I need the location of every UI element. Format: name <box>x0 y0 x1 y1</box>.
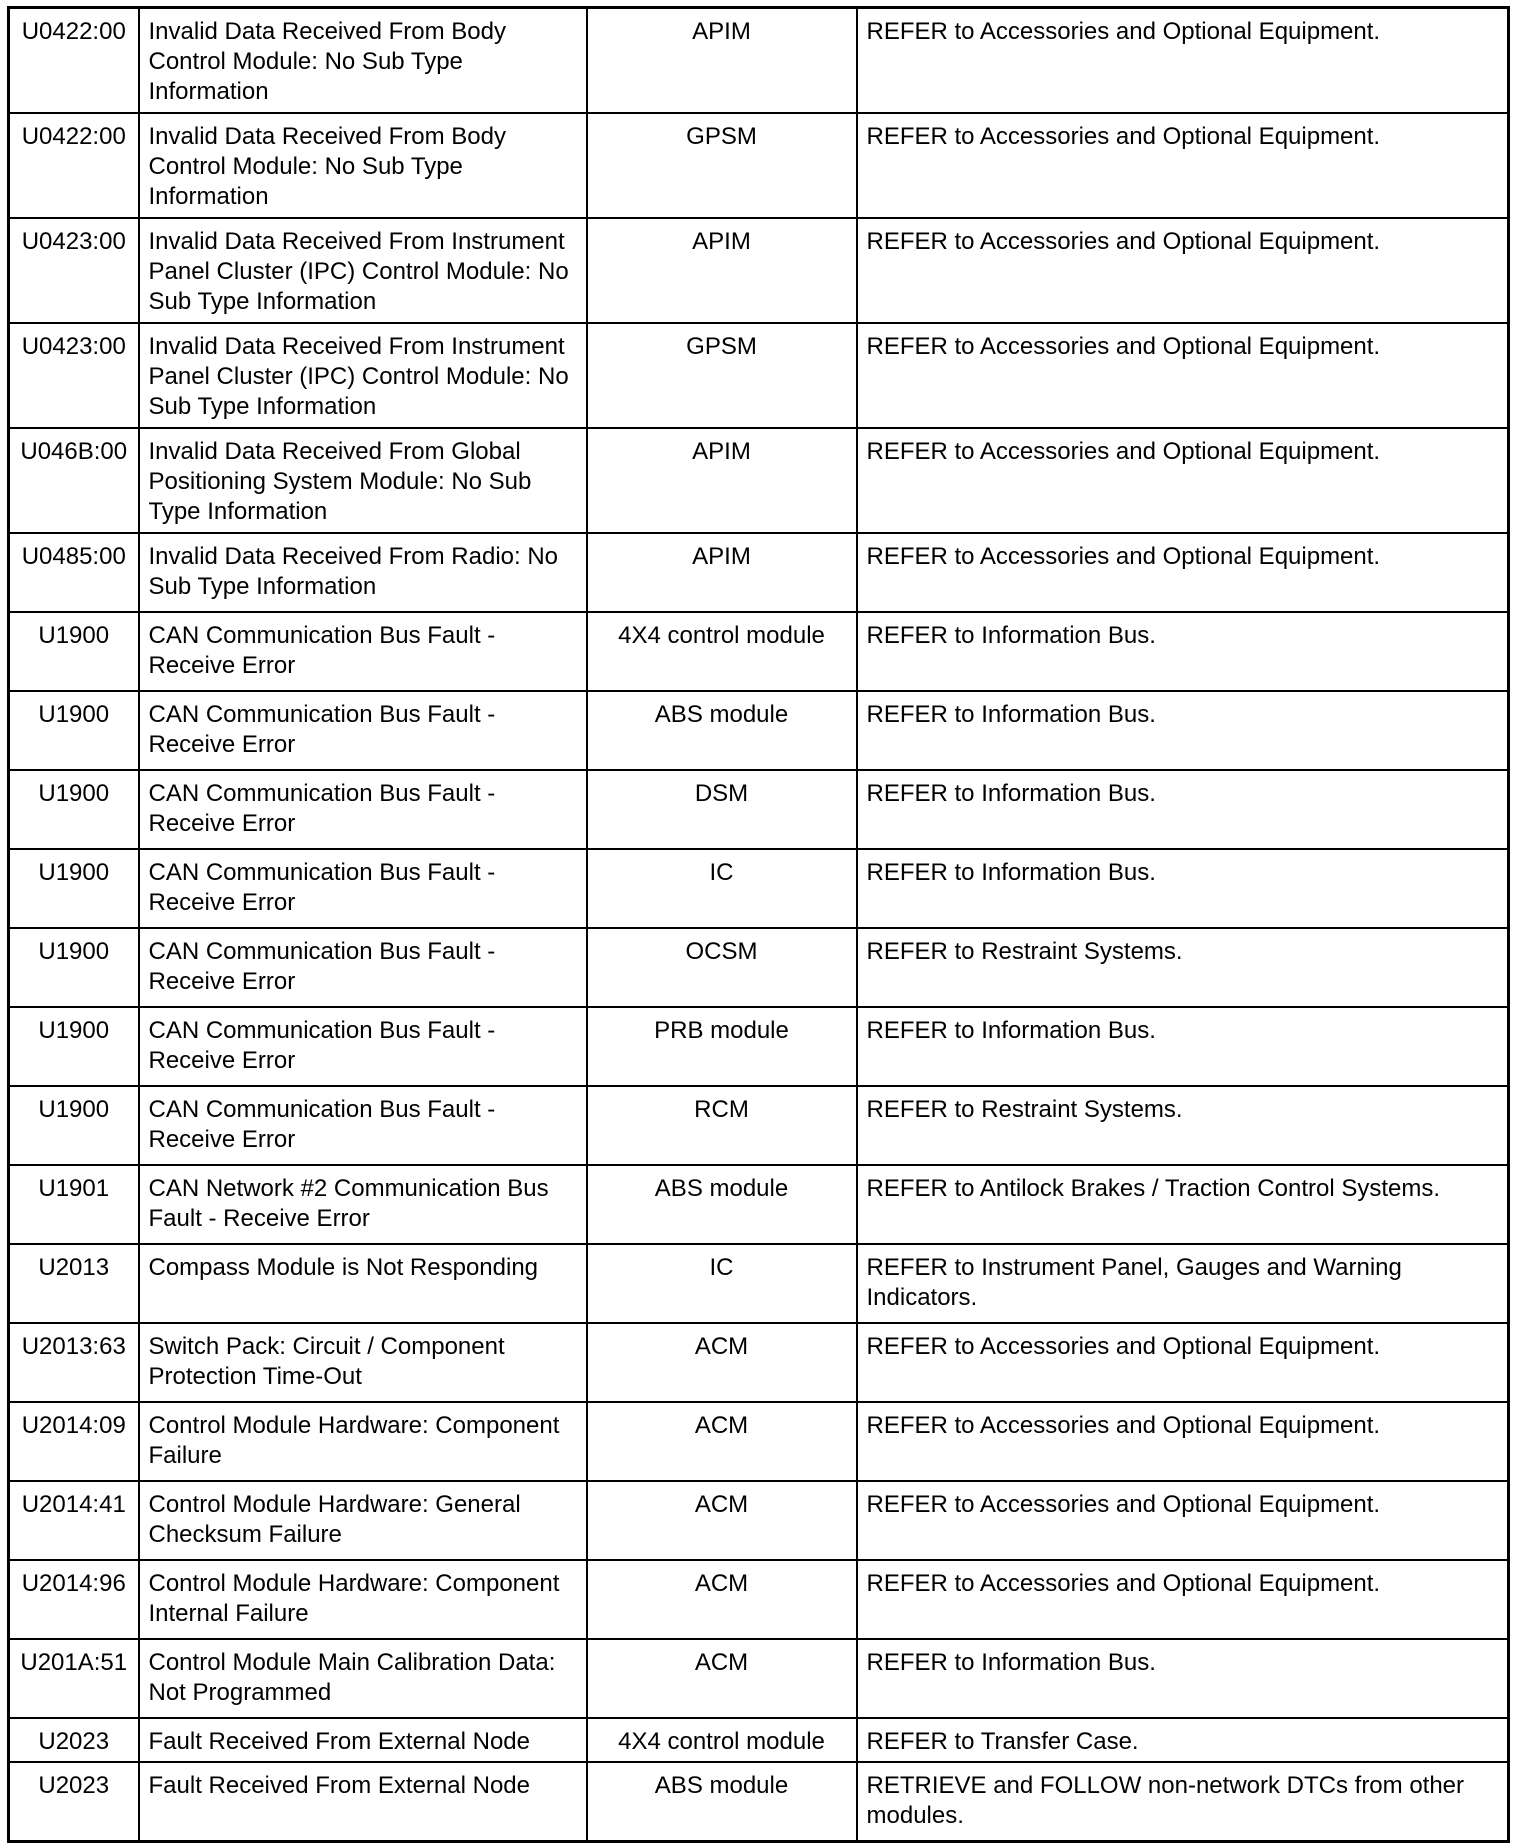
action-cell: REFER to Restraint Systems. <box>857 1086 1509 1165</box>
action-cell: REFER to Information Bus. <box>857 1639 1509 1718</box>
description-cell: Fault Received From External Node <box>139 1718 587 1762</box>
module-cell: APIM <box>587 218 857 323</box>
dtc-code-cell: U1900 <box>9 849 139 928</box>
module-cell: PRB module <box>587 1007 857 1086</box>
description-cell: Control Module Hardware: Component Failure <box>139 1402 587 1481</box>
action-cell: REFER to Instrument Panel, Gauges and Warning Indicators. <box>857 1244 1509 1323</box>
table-row <box>9 113 1509 218</box>
table-row <box>9 533 1509 612</box>
module-cell: ABS module <box>587 1762 857 1842</box>
description-cell: CAN Communication Bus Fault - Receive Error <box>139 1086 587 1165</box>
table-row <box>9 323 1509 428</box>
table-row <box>9 1402 1509 1481</box>
module-cell: ACM <box>587 1639 857 1718</box>
module-cell: ACM <box>587 1560 857 1639</box>
table-row <box>9 1086 1509 1165</box>
description-cell: Invalid Data Received From Global Positioning System Module: No Sub Type Information <box>139 428 587 533</box>
action-cell: REFER to Transfer Case. <box>857 1718 1509 1762</box>
dtc-code-cell: U1900 <box>9 1007 139 1086</box>
action-cell: REFER to Information Bus. <box>857 849 1509 928</box>
action-cell: REFER to Accessories and Optional Equipment. <box>857 1560 1509 1639</box>
dtc-code-cell: U0422:00 <box>9 8 139 114</box>
description-cell: Fault Received From External Node <box>139 1762 587 1842</box>
table-row <box>9 691 1509 770</box>
table-row <box>9 218 1509 323</box>
table-row <box>9 1244 1509 1323</box>
action-cell: REFER to Accessories and Optional Equipment. <box>857 8 1509 114</box>
description-cell: CAN Communication Bus Fault - Receive Error <box>139 849 587 928</box>
module-cell: 4X4 control module <box>587 1718 857 1762</box>
description-cell: CAN Communication Bus Fault - Receive Error <box>139 691 587 770</box>
module-cell: RCM <box>587 1086 857 1165</box>
module-cell: IC <box>587 849 857 928</box>
table-row <box>9 1481 1509 1560</box>
action-cell: REFER to Accessories and Optional Equipment. <box>857 533 1509 612</box>
action-cell: REFER to Accessories and Optional Equipment. <box>857 1323 1509 1402</box>
description-cell: CAN Communication Bus Fault - Receive Error <box>139 1007 587 1086</box>
table-row <box>9 8 1509 114</box>
table-row <box>9 1007 1509 1086</box>
dtc-code-cell: U0423:00 <box>9 218 139 323</box>
dtc-code-cell: U1900 <box>9 691 139 770</box>
description-cell: CAN Communication Bus Fault - Receive Error <box>139 770 587 849</box>
module-cell: GPSM <box>587 113 857 218</box>
table-row <box>9 1165 1509 1244</box>
description-cell: Control Module Hardware: Component Internal Failure <box>139 1560 587 1639</box>
table-row <box>9 1718 1509 1762</box>
description-cell: CAN Network #2 Communication Bus Fault - Receive Error <box>139 1165 587 1244</box>
description-cell: Control Module Hardware: General Checksum Failure <box>139 1481 587 1560</box>
description-cell: Switch Pack: Circuit / Component Protection Time-Out <box>139 1323 587 1402</box>
description-cell: Control Module Main Calibration Data: Not Programmed <box>139 1639 587 1718</box>
dtc-code-cell: U1900 <box>9 1086 139 1165</box>
dtc-code-cell: U1900 <box>9 928 139 1007</box>
table-row <box>9 928 1509 1007</box>
dtc-table <box>7 6 1510 1843</box>
dtc-code-cell: U0423:00 <box>9 323 139 428</box>
module-cell: ACM <box>587 1481 857 1560</box>
module-cell: ABS module <box>587 691 857 770</box>
module-cell: ACM <box>587 1323 857 1402</box>
table-row <box>9 1639 1509 1718</box>
description-cell: Compass Module is Not Responding <box>139 1244 587 1323</box>
description-cell: Invalid Data Received From Body Control Module: No Sub Type Information <box>139 113 587 218</box>
table-row <box>9 849 1509 928</box>
dtc-code-cell: U1900 <box>9 612 139 691</box>
action-cell: REFER to Accessories and Optional Equipment. <box>857 113 1509 218</box>
description-cell: CAN Communication Bus Fault - Receive Error <box>139 928 587 1007</box>
action-cell: REFER to Accessories and Optional Equipment. <box>857 428 1509 533</box>
action-cell: REFER to Antilock Brakes / Traction Control Systems. <box>857 1165 1509 1244</box>
dtc-table-container <box>7 6 1507 1843</box>
action-cell: REFER to Accessories and Optional Equipment. <box>857 323 1509 428</box>
action-cell: REFER to Information Bus. <box>857 612 1509 691</box>
action-cell: RETRIEVE and FOLLOW non-network DTCs from other modules. <box>857 1762 1509 1842</box>
dtc-code-cell: U1901 <box>9 1165 139 1244</box>
module-cell: IC <box>587 1244 857 1323</box>
action-cell: REFER to Accessories and Optional Equipment. <box>857 1402 1509 1481</box>
action-cell: REFER to Accessories and Optional Equipment. <box>857 218 1509 323</box>
description-cell: Invalid Data Received From Radio: No Sub Type Information <box>139 533 587 612</box>
module-cell: GPSM <box>587 323 857 428</box>
module-cell: APIM <box>587 533 857 612</box>
table-row <box>9 612 1509 691</box>
dtc-code-cell: U2023 <box>9 1762 139 1842</box>
table-row <box>9 428 1509 533</box>
description-cell: CAN Communication Bus Fault - Receive Error <box>139 612 587 691</box>
description-cell: Invalid Data Received From Instrument Panel Cluster (IPC) Control Module: No Sub Type Information <box>139 218 587 323</box>
action-cell: REFER to Accessories and Optional Equipment. <box>857 1481 1509 1560</box>
description-cell: Invalid Data Received From Instrument Panel Cluster (IPC) Control Module: No Sub Type Information <box>139 323 587 428</box>
dtc-code-cell: U0422:00 <box>9 113 139 218</box>
dtc-code-cell: U2014:96 <box>9 1560 139 1639</box>
dtc-code-cell: U0485:00 <box>9 533 139 612</box>
module-cell: ACM <box>587 1402 857 1481</box>
dtc-code-cell: U2023 <box>9 1718 139 1762</box>
dtc-code-cell: U046B:00 <box>9 428 139 533</box>
dtc-code-cell: U2014:41 <box>9 1481 139 1560</box>
dtc-code-cell: U2013 <box>9 1244 139 1323</box>
description-cell: Invalid Data Received From Body Control Module: No Sub Type Information <box>139 8 587 114</box>
table-row <box>9 1323 1509 1402</box>
module-cell: ABS module <box>587 1165 857 1244</box>
dtc-code-cell: U2013:63 <box>9 1323 139 1402</box>
action-cell: REFER to Information Bus. <box>857 1007 1509 1086</box>
dtc-code-cell: U2014:09 <box>9 1402 139 1481</box>
module-cell: OCSM <box>587 928 857 1007</box>
dtc-code-cell: U201A:51 <box>9 1639 139 1718</box>
module-cell: DSM <box>587 770 857 849</box>
action-cell: REFER to Information Bus. <box>857 691 1509 770</box>
table-row <box>9 1762 1509 1842</box>
dtc-code-cell: U1900 <box>9 770 139 849</box>
table-row <box>9 770 1509 849</box>
table-row <box>9 1560 1509 1639</box>
action-cell: REFER to Restraint Systems. <box>857 928 1509 1007</box>
action-cell: REFER to Information Bus. <box>857 770 1509 849</box>
module-cell: APIM <box>587 428 857 533</box>
module-cell: APIM <box>587 8 857 114</box>
module-cell: 4X4 control module <box>587 612 857 691</box>
